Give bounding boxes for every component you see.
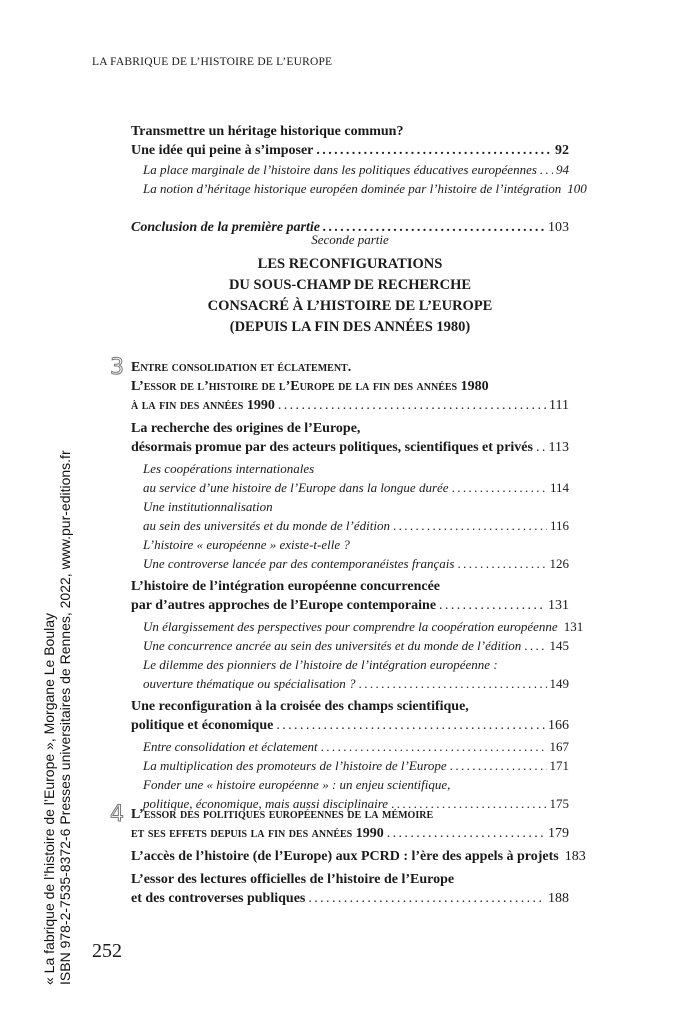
subsection-title-line: Entre consolidation et éclatement bbox=[143, 739, 318, 754]
part-title-line: LES RECONFIGURATIONS bbox=[257, 256, 443, 272]
subsection-title-line: au sein des universités et du monde de l’édition bbox=[143, 518, 390, 533]
part-label: Seconde partie bbox=[311, 232, 389, 247]
side-notice-line: ISBN 978-2-7535-8372-6 Presses universitaires de Rennes, 2022, www.pur-editions.fr bbox=[57, 450, 73, 985]
leader-dots bbox=[450, 756, 547, 775]
leader-dots bbox=[524, 636, 546, 655]
page-number: 175 bbox=[549, 796, 569, 811]
chapter-title-entry[interactable] bbox=[131, 824, 569, 843]
leader-dots bbox=[452, 478, 547, 497]
leader-dots bbox=[278, 396, 546, 415]
subsection-entry[interactable] bbox=[143, 617, 584, 636]
running-head: LA FABRIQUE DE L’HISTOIRE DE L’EUROPE bbox=[92, 56, 333, 68]
part-title bbox=[131, 254, 569, 338]
section-entry[interactable] bbox=[131, 596, 569, 615]
toc-entry-title: Conclusion de la première partie bbox=[131, 220, 320, 235]
page-number: 131 bbox=[563, 619, 584, 634]
subsection-title-line: Une institutionnalisation bbox=[143, 499, 273, 514]
section-title-line: désormais promue par des acteurs politiques, scientifiques et privés bbox=[131, 440, 533, 455]
section-title-line: par d’autres approches de l’Europe contemporaine bbox=[131, 598, 437, 613]
page-number: 179 bbox=[548, 826, 569, 841]
subsection-title-line: au service d’une histoire de l’Europe dans la longue durée bbox=[143, 480, 449, 495]
page-number: 131 bbox=[548, 598, 569, 613]
subsection-entry[interactable] bbox=[143, 554, 569, 573]
toc-subentry[interactable] bbox=[143, 160, 569, 179]
section-entry[interactable] bbox=[131, 889, 569, 908]
chapter-title-line: L’essor de l’histoire de l’Europe de la fin des années 1980 bbox=[131, 379, 489, 394]
chapter-title-line: L’essor des politiques européennes de la mémoire bbox=[131, 807, 434, 822]
subsection-entry[interactable] bbox=[143, 756, 569, 775]
leader-dots bbox=[387, 824, 545, 843]
part-title-line: CONSACRÉ À L’HISTOIRE DE L’EUROPE bbox=[207, 298, 493, 314]
subsection-title-line: Fonder une « histoire européenne » : un enjeu scientifique, bbox=[143, 777, 451, 792]
chapter-title-line: et ses effets depuis la fin des années 1990 bbox=[131, 826, 384, 841]
subsection-entry[interactable] bbox=[143, 516, 569, 535]
section-entry[interactable] bbox=[131, 716, 569, 735]
toc-entry-title: Une idée qui peine à s’imposer bbox=[131, 143, 314, 158]
page-number: 166 bbox=[548, 718, 569, 733]
toc-entry[interactable] bbox=[131, 141, 569, 160]
leader-dots bbox=[536, 438, 546, 457]
leader-dots bbox=[276, 716, 545, 735]
leader-dots bbox=[359, 674, 547, 693]
section-title-line: L’histoire de l’intégration européenne concurrencée bbox=[131, 579, 440, 594]
section-entry[interactable] bbox=[131, 438, 569, 457]
chapter-number-4: 4 bbox=[110, 802, 124, 827]
toc-entry-title: La place marginale de l’histoire dans les politiques éducatives européennes bbox=[143, 162, 537, 177]
page-number: 145 bbox=[549, 638, 569, 653]
leader-dots bbox=[540, 160, 553, 179]
page-number: 92 bbox=[555, 143, 569, 158]
page-number: 149 bbox=[549, 676, 569, 691]
chapter-title-line: Entre consolidation et éclatement. bbox=[131, 360, 352, 375]
subsection-entry[interactable] bbox=[143, 737, 569, 756]
page-number: 167 bbox=[549, 739, 569, 754]
subsection-title-line: Une controverse lancée par des contemporanéistes français bbox=[143, 556, 455, 571]
part-title-line: DU SOUS-CHAMP DE RECHERCHE bbox=[228, 277, 472, 293]
subsection-title-line: Une concurrence ancrée au sein des universités et du monde de l’édition bbox=[143, 638, 522, 653]
page-number: 100 bbox=[567, 181, 587, 196]
toc-entry-line: Transmettre un héritage historique commun? bbox=[131, 124, 404, 139]
subsection-title-line: Un élargissement des perspectives pour comprendre la coopération européenne bbox=[143, 619, 558, 634]
chapter-title-entry[interactable] bbox=[131, 396, 569, 415]
section-title-line: et des controverses publiques bbox=[131, 891, 306, 906]
page-number: 103 bbox=[548, 220, 569, 235]
toc-subentry[interactable] bbox=[143, 179, 587, 198]
leader-dots bbox=[457, 554, 546, 573]
page-number: 116 bbox=[549, 518, 569, 533]
page-number: 171 bbox=[549, 758, 569, 773]
leader-dots bbox=[393, 516, 547, 535]
page-number: 126 bbox=[549, 556, 569, 571]
subsection-entry[interactable] bbox=[143, 478, 569, 497]
toc-chapter-3 bbox=[131, 358, 584, 813]
subsection-title-line: La multiplication des promoteurs de l’histoire de l’Europe bbox=[143, 758, 447, 773]
subsection-entry[interactable] bbox=[143, 636, 569, 655]
page-number: 183 bbox=[564, 849, 586, 864]
subsection-title-line: politique, économique, mais aussi disciplinaire bbox=[143, 796, 389, 811]
leader-dots bbox=[439, 596, 545, 615]
toc-entry-title: La notion d’héritage historique européen dominée par l’histoire de l’intégration bbox=[143, 181, 562, 196]
section-title-line: Une reconfiguration à la croisée des champs scientifique, bbox=[131, 699, 469, 714]
page-number: 113 bbox=[548, 440, 569, 455]
toc-chapter-4 bbox=[131, 805, 586, 908]
section-title-line: L’accès de l’histoire (de l’Europe) aux PCRD : l’ère des appels à projets bbox=[131, 849, 559, 864]
toc-top bbox=[131, 122, 587, 237]
subsection-entry[interactable] bbox=[143, 674, 569, 693]
subsection-title-line: Les coopérations internationales bbox=[143, 461, 315, 476]
part-title-line: (DEPUIS LA FIN DES ANNÉES 1980) bbox=[229, 319, 471, 335]
section-title-line: L’essor des lectures officielles de l’histoire de l’Europe bbox=[131, 872, 455, 887]
chapter-number-3: 3 bbox=[110, 355, 124, 380]
leader-dots bbox=[308, 889, 545, 908]
section-entry[interactable] bbox=[131, 847, 586, 866]
subsection-title-line: Le dilemme des pionniers de l’histoire de l’intégration européenne : bbox=[143, 657, 498, 672]
subsection-title-line: ouverture thématique ou spécialisation ? bbox=[143, 676, 356, 691]
page-folio: 252 bbox=[92, 940, 122, 962]
page-number: 111 bbox=[549, 398, 569, 413]
page-number: 188 bbox=[548, 891, 569, 906]
leader-dots bbox=[316, 141, 552, 160]
section-title-line: La recherche des origines de l’Europe, bbox=[131, 421, 361, 436]
page-number: 94 bbox=[556, 162, 569, 177]
page-number: 114 bbox=[549, 480, 569, 495]
subsection-title-line: L’histoire « européenne » existe-t-elle ? bbox=[143, 537, 350, 552]
chapter-title-line: à la fin des années 1990 bbox=[131, 398, 275, 413]
side-notice-line: « La fabrique de l’histoire de l’Europe », Morgane Le Boulay bbox=[41, 612, 57, 985]
section-title-line: politique et économique bbox=[131, 718, 274, 733]
leader-dots bbox=[321, 737, 547, 756]
